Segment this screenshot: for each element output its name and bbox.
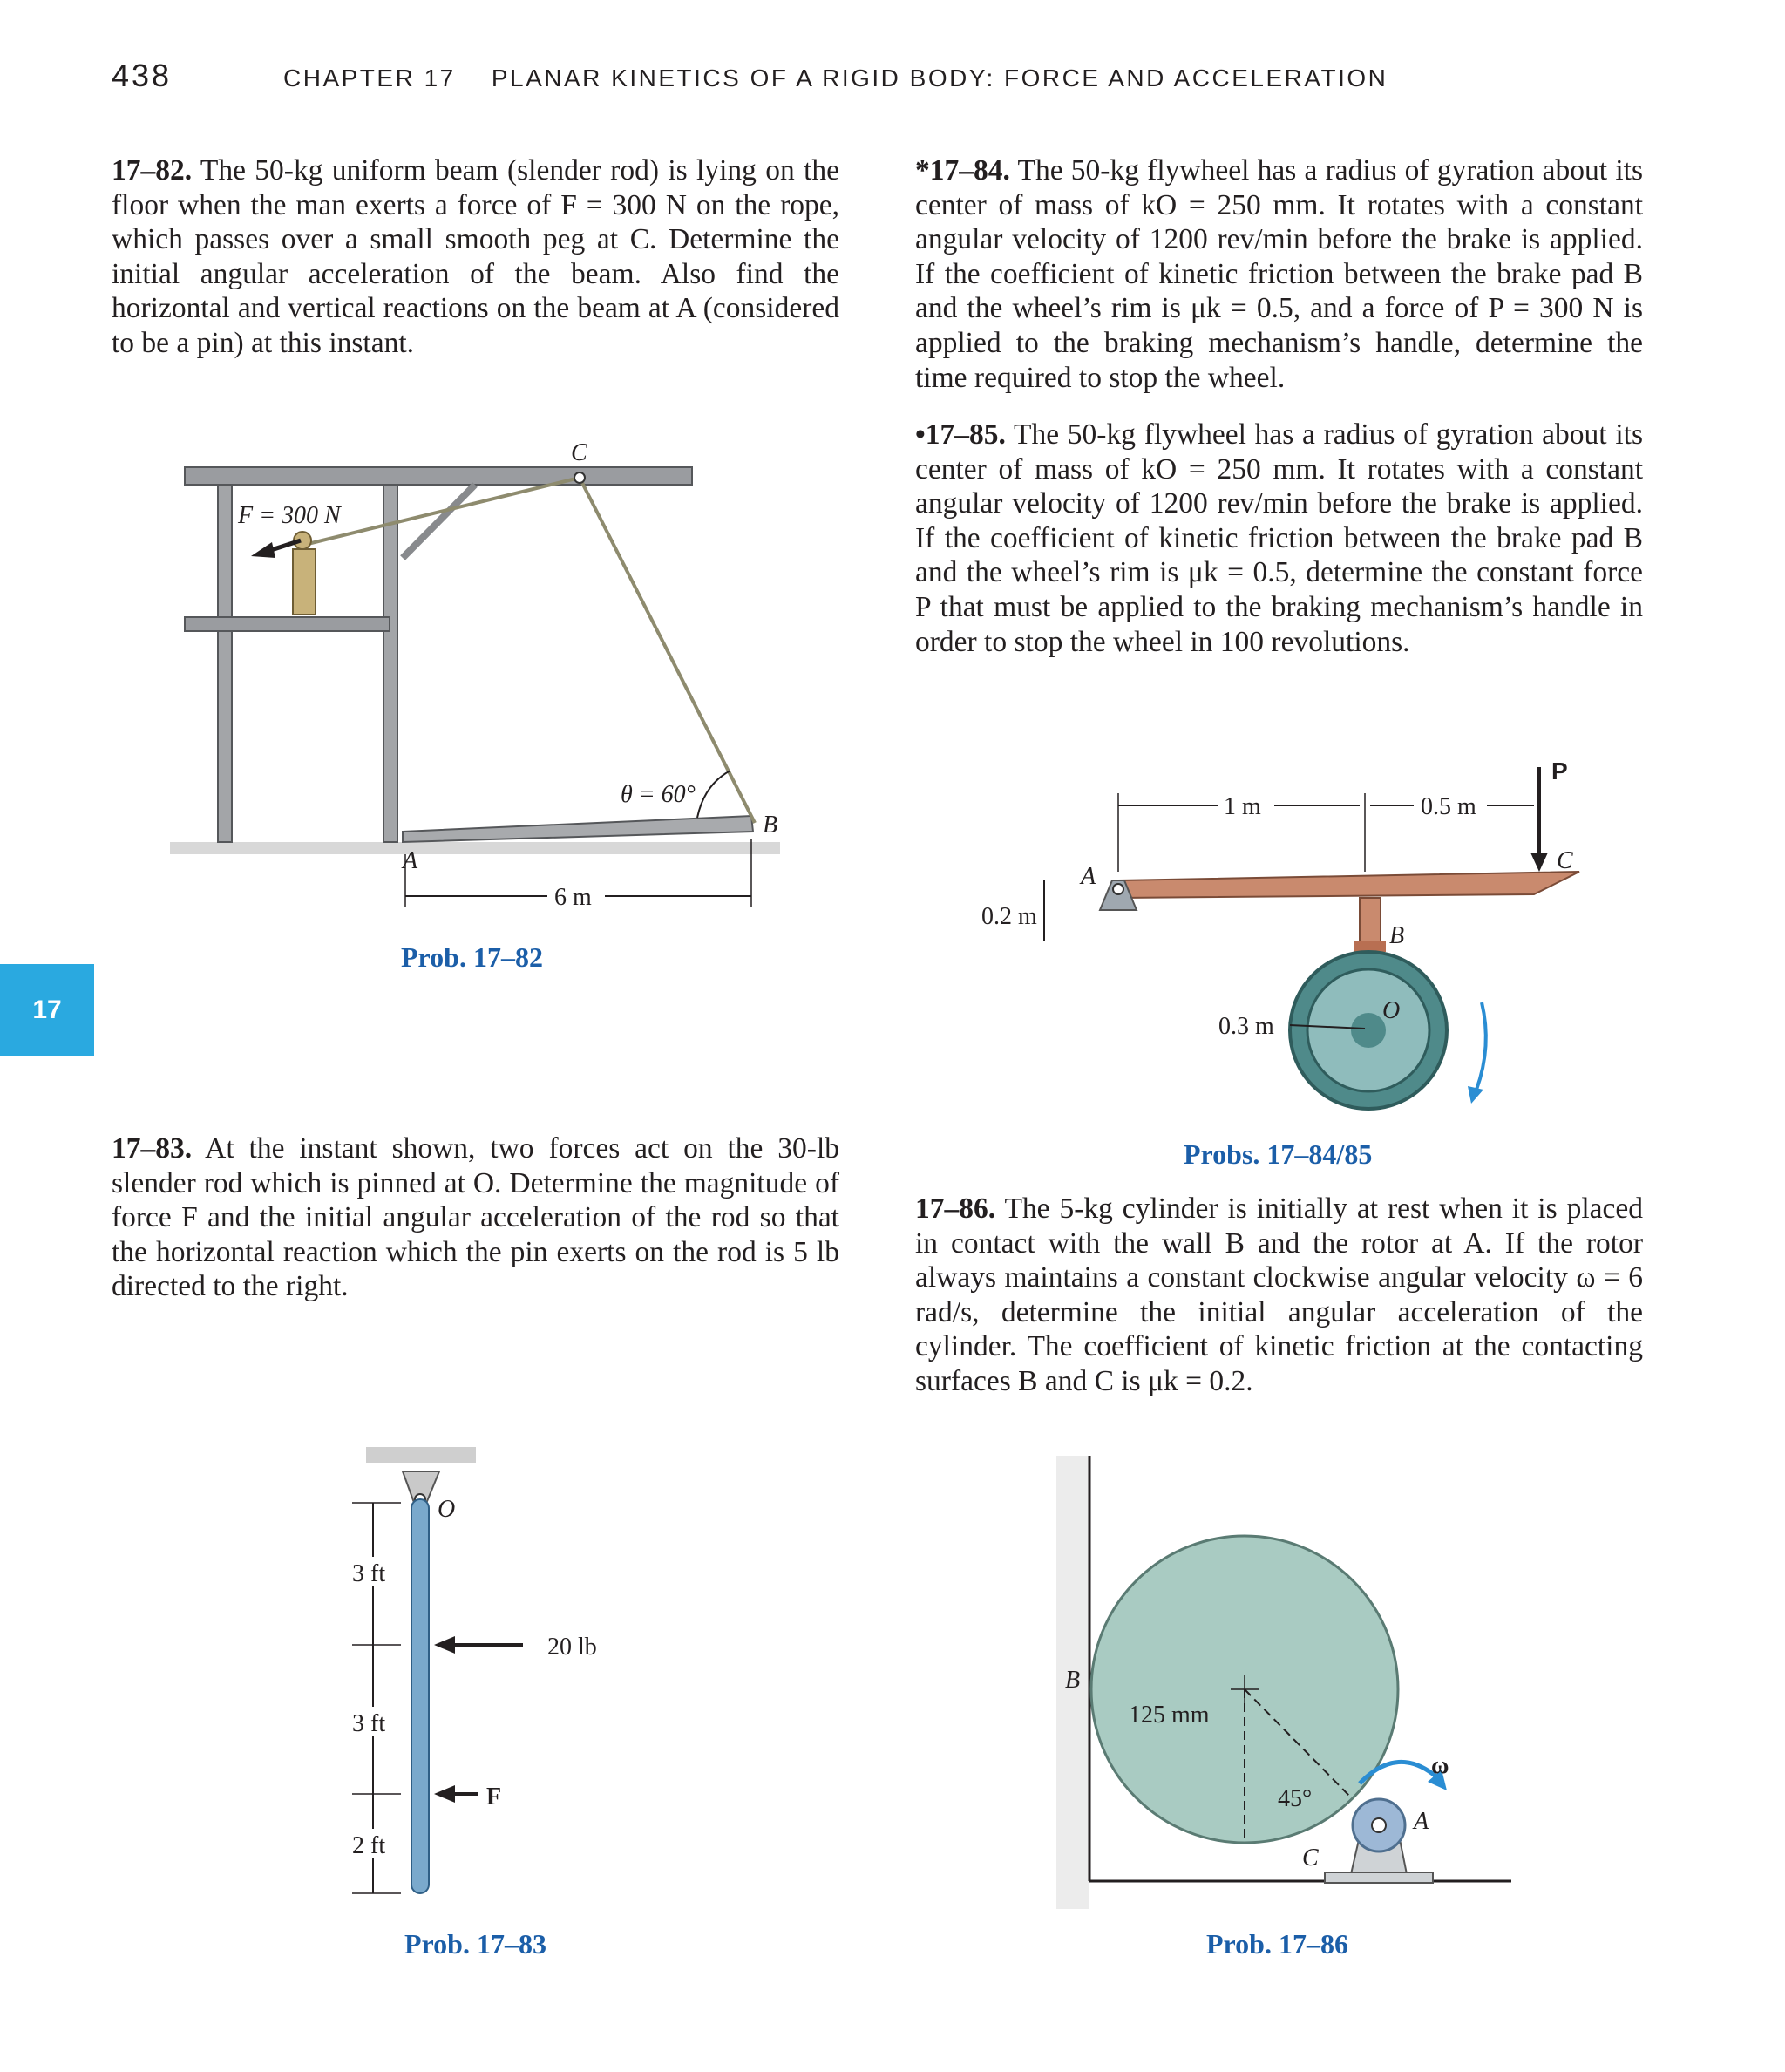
label-b: B xyxy=(1065,1667,1081,1694)
dim-02m: 0.2 m xyxy=(981,903,1037,930)
chapter-label: CHAPTER 17 xyxy=(283,65,456,92)
dim-3ft-upper: 3 ft xyxy=(352,1560,386,1587)
label-f: F xyxy=(486,1783,502,1810)
problem-text: At the instant shown, two forces act on the 30-lb slender rod which is pinned at O. Determine the magnitude of force F and the initial angular acceleration of the rod so that the horizontal reaction which the pin exerts on the rod is 5 lb directed to the right. xyxy=(112,1132,839,1303)
dim-6m: 6 m xyxy=(554,884,592,911)
caption-17-82: Prob. 17–82 xyxy=(401,941,543,973)
label-a: A xyxy=(403,847,418,874)
problem-text: The 50-kg flywheel has a radius of gyration about its center of mass of kO = 250 mm. It rotates with a constant angular velocity of 1200 rev/min before the brake is applied. If the coefficient of kinetic friction between the brake pad B and the wheel’s rim is μk = 0.5, and a force of P = 300 N is applied to the braking mechanism’s handle, determine the time required to stop the wheel. xyxy=(915,154,1643,394)
label-b: B xyxy=(1389,922,1405,949)
label-force: F = 300 N xyxy=(238,502,341,529)
label-angle: 45° xyxy=(1278,1785,1313,1812)
page-number: 438 xyxy=(112,58,173,93)
dim-03m: 0.3 m xyxy=(1218,1013,1274,1040)
label-o: O xyxy=(1382,997,1401,1024)
label-b: B xyxy=(763,812,778,839)
dim-1m: 1 m xyxy=(1224,793,1261,820)
caption-17-86: Prob. 17–86 xyxy=(1206,1928,1348,1960)
dim-2ft: 2 ft xyxy=(352,1832,386,1859)
dim-05m: 0.5 m xyxy=(1421,793,1476,820)
problem-text: The 5-kg cylinder is initially at rest when it is placed in contact with the wall B and the rotor at A. If the rotor always maintains a constant clockwise angular velocity ω = 6 rad/s, determine the initial angular acceleration of the cylinder. The coefficient of kinetic friction at the contacting surfaces B and C is μk = 0.2. xyxy=(915,1192,1643,1397)
label-omega: ω xyxy=(1431,1752,1449,1779)
label-o: O xyxy=(438,1496,456,1523)
problem-number: 17–82. xyxy=(112,154,193,187)
caption-17-83: Prob. 17–83 xyxy=(404,1928,546,1960)
label-c: C xyxy=(571,439,587,466)
problem-number: •17–85. xyxy=(915,418,1006,451)
problem-number: 17–83. xyxy=(112,1132,193,1165)
problem-number: 17–86. xyxy=(915,1192,996,1225)
chapter-title: PLANAR KINETICS OF A RIGID BODY: FORCE AND ACCELERATION xyxy=(491,65,1388,92)
dim-3ft-lower: 3 ft xyxy=(352,1710,386,1737)
rotor-axle xyxy=(1372,1818,1386,1832)
label-20lb: 20 lb xyxy=(547,1634,597,1661)
problem-text: The 50-kg flywheel has a radius of gyration about its center of mass of kO = 250 mm. It rotates with a constant angular velocity of 1200 rev/min before the brake is applied. If the coefficient of kinetic friction between the brake pad B and the wheel’s rim is μk = 0.5, determine the constant force P that must be applied to the braking mechanism’s handle in order to stop the wheel in 100 revolutions. xyxy=(915,418,1643,658)
label-c: C xyxy=(1302,1844,1319,1872)
caption-17-84-85: Probs. 17–84/85 xyxy=(1184,1138,1373,1170)
problem-text: The 50-kg uniform beam (slender rod) is lying on the floor when the man exerts a force of F = 300 N on the rope, which passes over a small smooth peg at C. Determine the initial angular acceleration of the beam. Also find the horizontal and vertical reactions on the beam at A (considered to be a pin) at this instant. xyxy=(112,154,839,359)
label-angle: θ = 60° xyxy=(621,781,696,808)
label-a: A xyxy=(1414,1808,1429,1835)
label-radius: 125 mm xyxy=(1129,1702,1210,1729)
label-a: A xyxy=(1081,863,1096,890)
label-c: C xyxy=(1557,847,1573,874)
problem-number: *17–84. xyxy=(915,154,1010,187)
label-p: P xyxy=(1551,757,1568,785)
rotor-base xyxy=(1325,1872,1433,1883)
chapter-side-tab: 17 xyxy=(0,964,94,1056)
